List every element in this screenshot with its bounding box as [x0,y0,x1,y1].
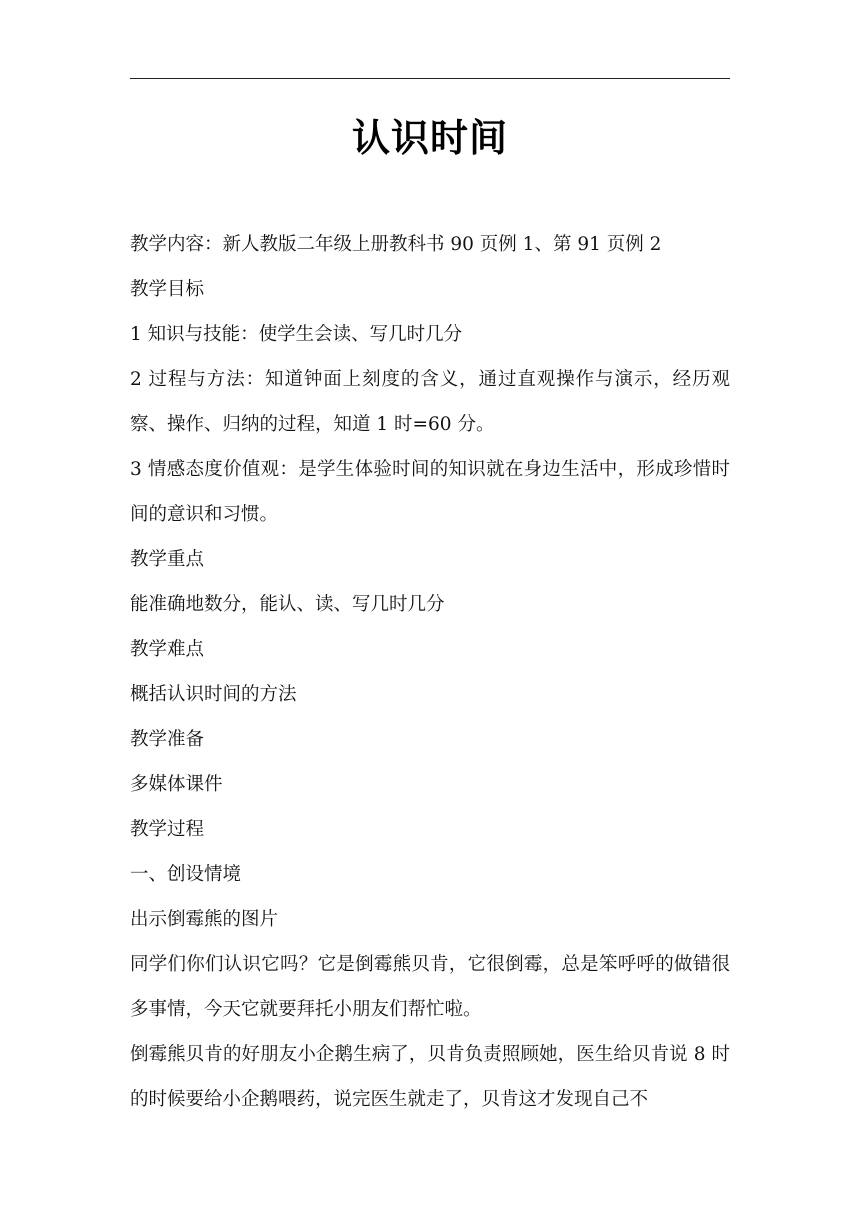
paragraph-show-picture: 出示倒霉熊的图片 [130,909,279,930]
paragraph-goal-knowledge: 1 知识与技能：使学生会读、写几时几分 [130,324,463,345]
header-rule [130,78,730,79]
paragraph-goal-attitude: 3 情感态度价值观：是学生体验时间的知识就在身边生活中，形成珍惜时间的意识和习惯。 [130,459,730,525]
paragraph-intro-bear: 同学们你们认识它吗？它是倒霉熊贝肯，它很倒霉，总是笨呼呼的做错很多事情，今天它就要拜托小朋友们帮忙啦。 [130,954,730,1020]
heading-key-points: 教学重点 [130,549,205,570]
document-body [130,222,730,1122]
paragraph-teaching-content: 教学内容：新人教版二年级上册教科书 90 页例 1、第 91 页例 2 [130,234,662,255]
heading-section-one: 一、创设情境 [130,864,242,885]
paragraph-key-points: 能准确地数分，能认、读、写几时几分 [130,594,445,615]
paragraph-difficulties: 概括认识时间的方法 [130,684,297,705]
paragraph-goal-process: 2 过程与方法：知道钟面上刻度的含义，通过直观操作与演示，经历观察、操作、归纳的过程，知道 1 时=60 分。 [130,369,730,435]
heading-preparation: 教学准备 [130,729,205,750]
paragraph-story: 倒霉熊贝肯的好朋友小企鹅生病了，贝肯负责照顾她，医生给贝肯说 8 时的时候要给小企鹅喂药，说完医生就走了，贝肯这才发现自己不 [130,1044,730,1110]
heading-teaching-process: 教学过程 [130,819,205,840]
heading-teaching-goals: 教学目标 [130,279,205,300]
paragraph-preparation: 多媒体课件 [130,774,223,795]
heading-difficulties: 教学难点 [130,639,205,660]
document-title: 认识时间 [351,116,508,160]
